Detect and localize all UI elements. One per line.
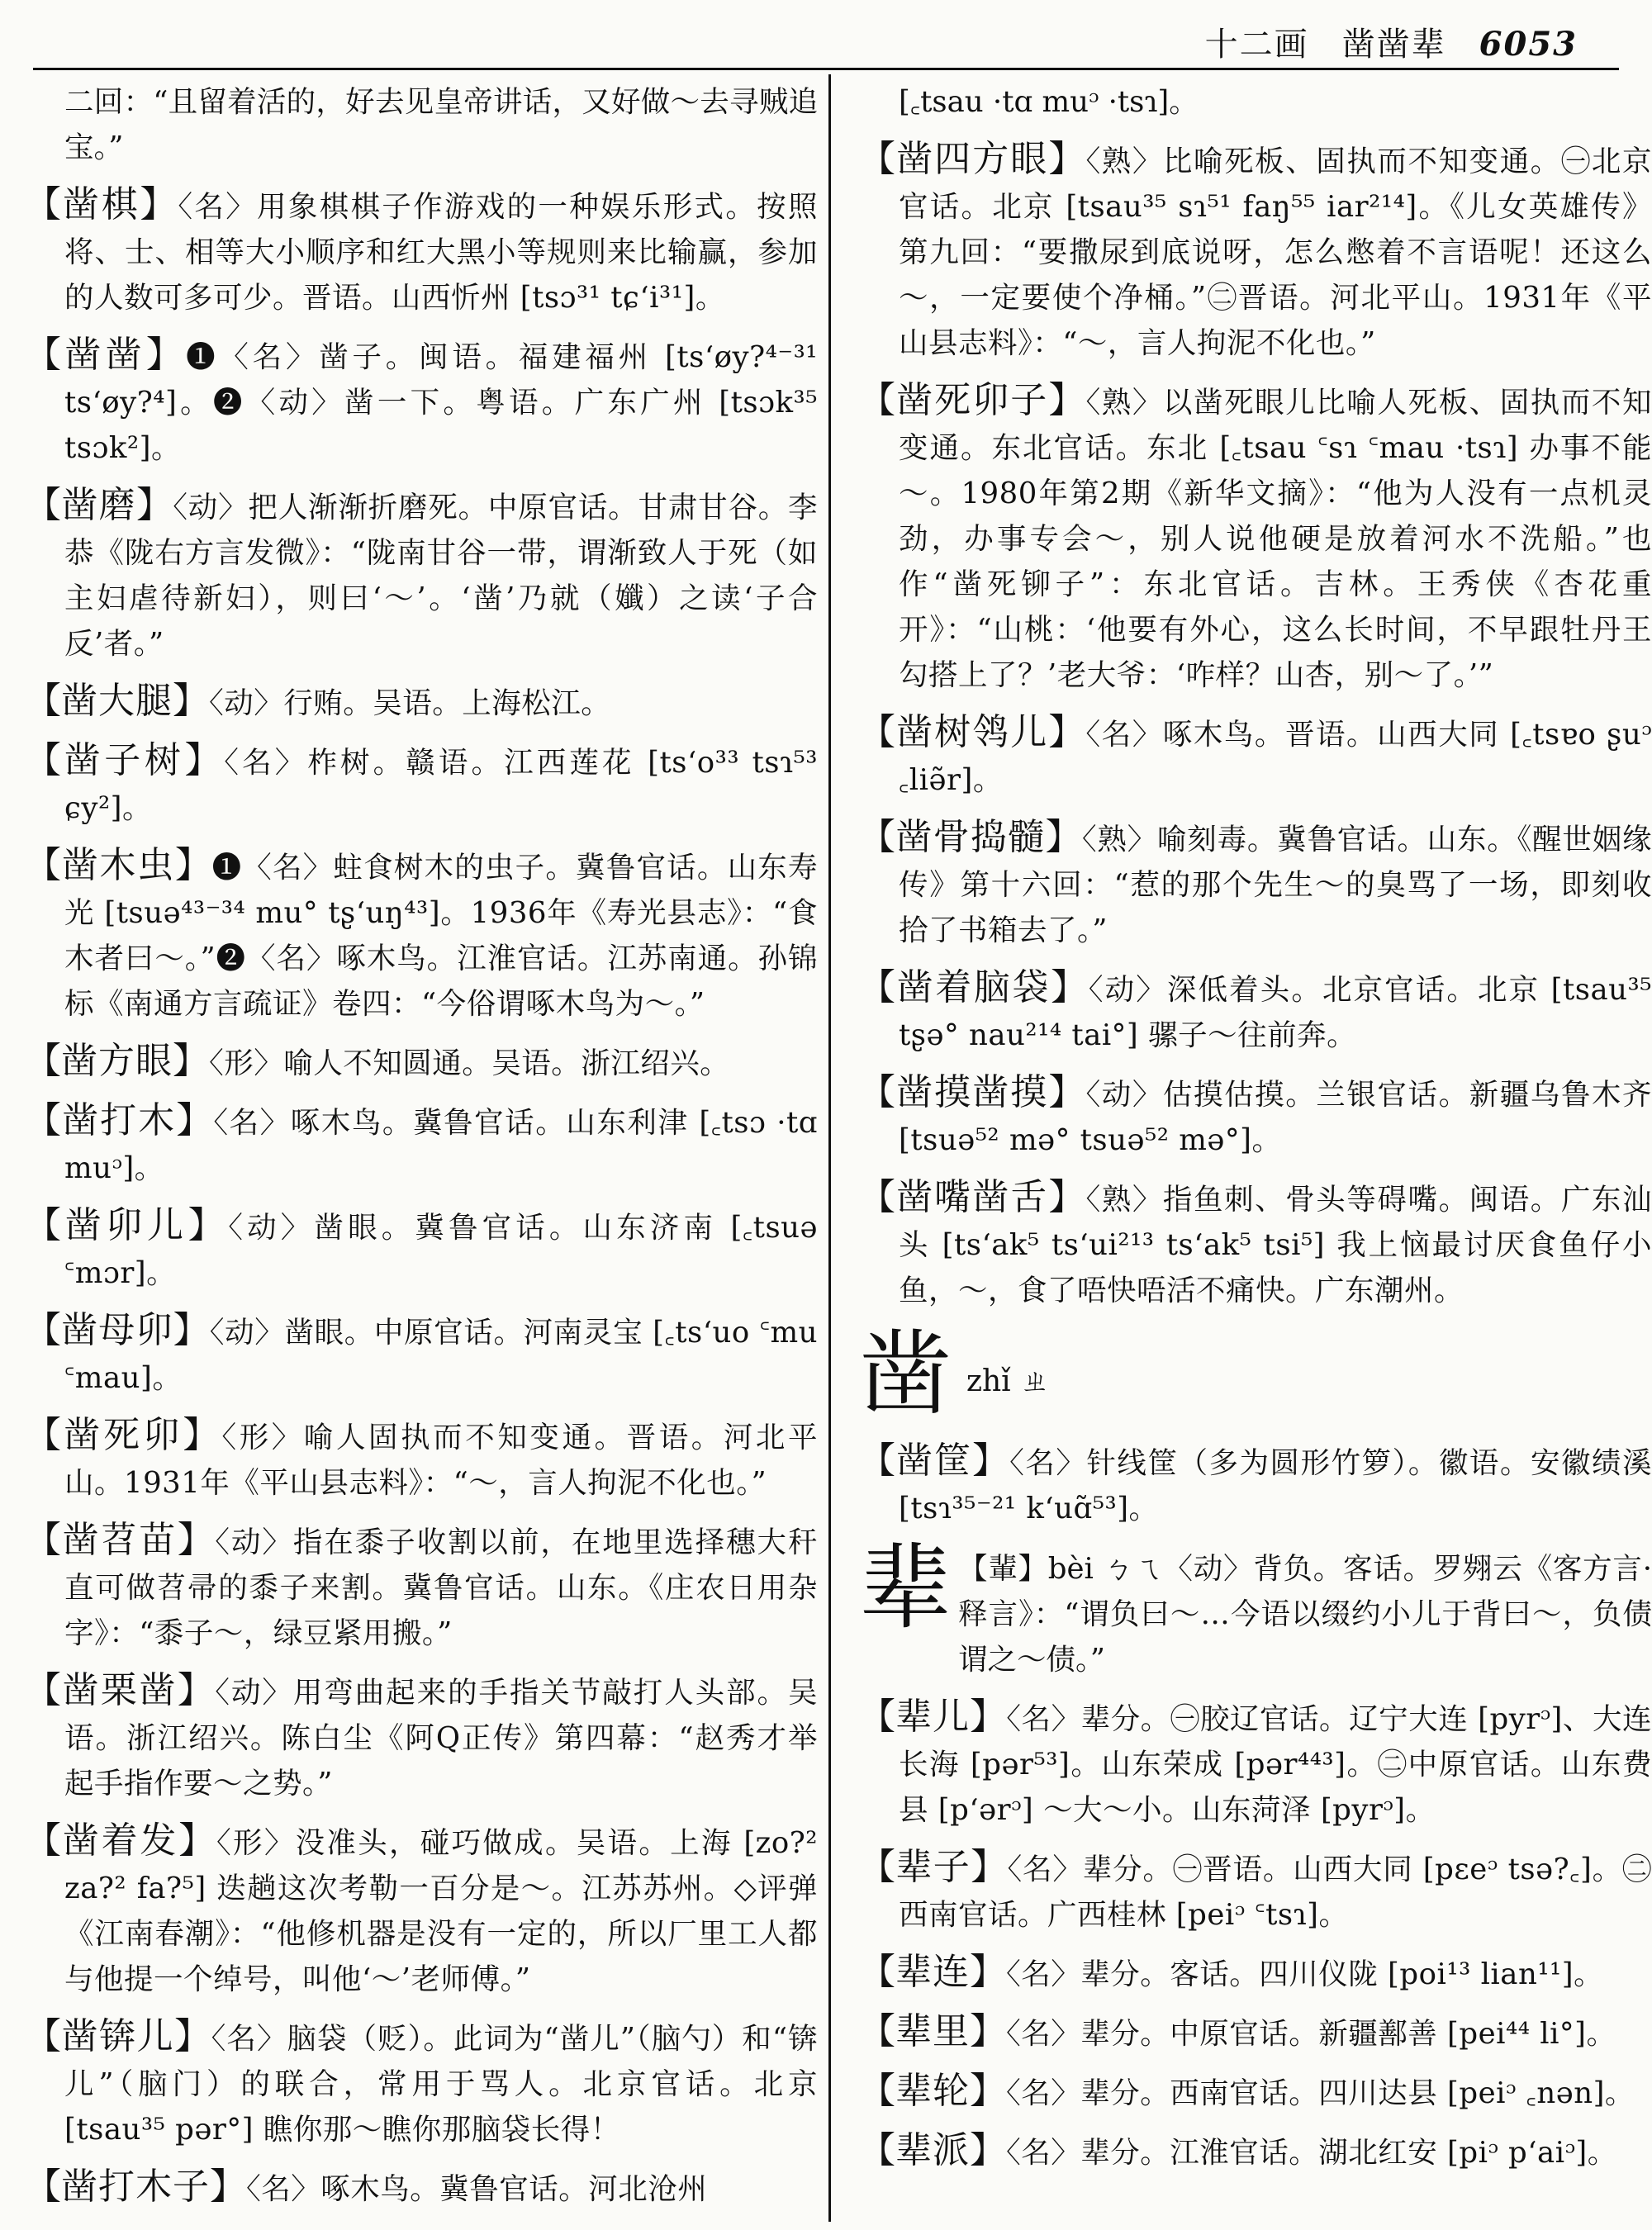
entry-headword: 凿打木子 [61,2166,210,2208]
close-bracket: 】 [135,484,173,526]
entry-definition: 〈动〉深低着头。北京官话。北京 [tsau³⁵ tʂə° nau²¹⁴ tai°] 骡子～往前奔。 [899,973,1652,1052]
entry-definition: 〈名〉针线筐（多为圆形竹箩）。徽语。安徽绩溪 [tsɿ³⁵⁻²¹ k‘uɑ̃⁵³]。 [899,1446,1652,1525]
dictionary-entry [25,2164,818,2212]
open-bracket: 【 [25,739,64,781]
dictionary-entry [25,332,818,471]
dictionary-entry [859,1438,1652,1531]
close-bracket: 】 [184,739,225,781]
dictionary-entry [25,1517,818,1656]
open-bracket: 【 [859,379,897,421]
header-chars: 凿凿辈 [1341,26,1446,64]
close-bracket: 】 [174,844,212,886]
open-bracket: 【 [25,183,63,225]
entry-definition: 〈名〉辈分。客话。四川仪陇 [poi¹³ lian¹¹]。 [1006,1957,1604,1991]
open-bracket: 【 [859,1440,897,1482]
open-bracket: 【 [859,1951,895,1993]
open-bracket: 【 [25,844,62,886]
entry-headword: 凿母卯 [61,1309,173,1351]
entry-definition: 〈名〉辈分。㊀胶辽官话。辽宁大连 [pyrᵓ]、大连长海 [pər⁵³]。山东荣成 [pər⁴⁴³]。㊁中原官话。山东费县 [p‘ərᵓ] ～大～小。山东菏泽 [pyrᵓ]。 [899,1702,1652,1827]
close-bracket: 】 [1048,138,1086,180]
close-bracket: 】 [1048,1176,1086,1218]
close-bracket: 】 [970,2070,1006,2112]
open-bracket: 【 [859,2129,895,2171]
entry-definition: 〈名〉辈分。㊀晋语。山西大同 [pɛeᵓ tsə?꜀]。㊁西南官话。广西桂林 [peiᵓ ꜂tsɿ]。 [899,1853,1652,1932]
entry-definition: 〈形〉喻人固执而不知变通。晋语。河北平山。1931年《平山县志料》：“～，言人拘泥不化也。” [64,1421,818,1500]
close-bracket: 】 [177,1519,216,1561]
dictionary-entry [25,842,818,1027]
entry-headword: 凿大腿 [61,680,173,722]
entry-definition: 〈形〉没准头，碰巧做成。吴语。上海 [zo?² za?² fa?⁵] 迭趟这次考勒一百分是～。江苏苏州。◇评弹《江南春潮》：“他修机器是没有一定的，所以厂里工人都与他提一个绰号，叫他‘～’老师傅。” [64,1826,819,1996]
entry-definition: ❶〈名〉凿子。闽语。福建福州 [ts‘øy?⁴⁻³¹ ts‘øy?⁴]。❷〈动〉凿一下。粤语。广东广州 [tsɔk³⁵ tsɔk²]。 [64,340,819,465]
close-bracket: 】 [210,2166,246,2208]
close-bracket: 】 [1051,966,1089,1008]
close-bracket: 】 [188,1204,229,1246]
dictionary-entry [859,2128,1652,2175]
entry-definition: 〈动〉估摸估摸。兰银官话。新疆乌鲁木齐 [tsuə⁵² mə° tsuə⁵² mə°]。 [899,1078,1652,1157]
entry-definition: 〈动〉用弯曲起来的手指关节敲打人头部。吴语。浙江绍兴。陈白尘《阿Q正传》第四幕：“赵秀才举起手指作要～之势。” [64,1676,818,1801]
character-definition: 【輩】bèi ㄅㄟ〈动〉背负。客话。罗翙云《客方言·释言》：“谓负曰～…今语以缀约小儿于背曰～，负债谓之～债。” [958,1552,1652,1677]
entry-headword: 凿苕苗 [62,1519,178,1561]
dictionary-entry [25,738,818,831]
entry-definition: 〈熟〉喻刻毒。冀鲁官话。山东。《醒世姻缘传》第十六回：“惹的那个先生～的臭骂了一场，即刻收拾了书箱去了。” [899,823,1652,947]
dictionary-entry [859,1694,1652,1833]
open-bracket: 【 [25,1519,63,1561]
open-bracket: 【 [25,1820,63,1862]
dictionary-entry [25,1098,818,1191]
close-bracket: 】 [173,1309,210,1351]
entry-headword: 凿树鸰儿 [896,711,1049,753]
entry-definition: 〈名〉辈分。西南官话。四川达县 [peiᵓ ꜀nən]。 [1006,2076,1635,2110]
entry-headword: 凿着发 [62,1820,179,1862]
entry-headword: 凿四方眼 [896,138,1049,180]
entry-definition: 〈熟〉以凿死眼儿比喻人死板、固执而不知变通。东北官话。东北 [꜀tsau ꜂sɿ ꜂mau ·tsɿ] 办事不能～。1980年第2期《新华文摘》：“他为人没有一点机灵劲，办事专会～，别人说他硬是放着河水不洗船。”也作“凿死铆子”：东北官话。吉林。王秀侠《杏花重开》：“山桃：‘他要有外心，这么长时间，不早跟牡丹王勾搭上了？’老大爷：‘咋样？山杏，别～了。’” [899,386,1652,692]
close-bracket: 】 [970,2010,1006,2052]
dictionary-entry [25,1038,818,1086]
open-bracket: 【 [25,1669,63,1711]
open-bracket: 【 [859,2010,895,2052]
entry-headword: 辈子 [895,1846,971,1888]
entry-definition: 〈熟〉比喻死板、固执而不知变通。㊀北京官话。北京 [tsau³⁵ sɿ⁵¹ faŋ⁵⁵ iar²¹⁴]。《儿女英雄传》第九回：“要撒尿到底说呀，怎么憋着不言语呢！还这么～，一定要使个净桶。”㊁晋语。河北平山。1931年《平山县志料》：“～，言人拘泥不化也。” [899,145,1652,360]
dictionary-entry [25,182,818,320]
close-bracket: 】 [145,334,187,376]
dictionary-entry [859,136,1652,366]
entry-headword: 凿死卯子 [896,379,1049,421]
entry-continuation: [꜀tsau ·tɑ muᵓ ·tsɿ]。 [899,85,1199,119]
entry-headword: 辈儿 [895,1696,971,1738]
close-bracket: 】 [173,680,209,722]
entry-definition: 〈名〉用象棋棋子作游戏的一种娱乐形式。按照将、士、相等大小顺序和红大黑小等规则来比输赢，参加的人数可多可少。晋语。山西忻州 [tsɔ³¹ tɕ‘i³¹]。 [64,190,819,315]
dictionary-entry [859,1844,1652,1938]
open-bracket: 【 [25,2166,61,2208]
close-bracket: 】 [183,1414,222,1456]
dictionary-entry [25,1307,818,1401]
open-bracket: 【 [25,1040,61,1082]
dictionary-entry [859,1949,1652,1997]
dictionary-entry [25,1668,818,1806]
page-number: 6053 [1479,25,1578,64]
head-character: 辈 [859,1535,952,1642]
close-bracket: 】 [971,1846,1008,1888]
dictionary-entry [859,1070,1652,1163]
header-strokes: 十二画 [1204,26,1309,64]
close-bracket: 】 [1048,379,1086,421]
head-pinyin: zhǐ ㄓ [966,1364,1051,1398]
entry-headword: 凿着脑袋 [896,966,1051,1008]
column-divider [828,74,831,2222]
open-bracket: 【 [859,966,897,1008]
close-bracket: 】 [970,2129,1006,2171]
open-bracket: 【 [25,334,65,376]
dictionary-entry [859,2009,1652,2057]
entry-headword: 凿摸凿摸 [896,1071,1049,1113]
close-bracket: 】 [176,1099,214,1141]
entry-definition: ❶〈名〉蛀食树木的虫子。冀鲁官话。山东寿光 [tsuə⁴³⁻³⁴ mu° tʂ‘uŋ⁴³]。1936年《寿光县志》：“食木者曰～。”❷〈名〉啄木鸟。江淮官话。江苏南通。孙锦标《南通方言疏证》卷四：“今俗谓啄木鸟为～。” [64,851,819,1021]
entry-headword: 凿子树 [64,739,185,781]
close-bracket: 】 [140,183,178,225]
left-column [25,79,818,2223]
open-bracket: 【 [859,711,897,753]
head-character: 凿 [859,1321,952,1428]
open-bracket: 【 [859,1846,896,1888]
open-bracket: 【 [25,1309,62,1351]
dictionary-entry [25,2014,818,2152]
open-bracket: 【 [25,1414,64,1456]
open-bracket: 【 [25,484,62,526]
header-rule [33,68,1619,70]
entry-headword: 辈里 [895,2010,970,2052]
entry-definition: 〈熟〉指鱼刺、骨头等碍嘴。闽语。广东汕头 [ts‘ak⁵ ts‘ui²¹³ ts‘ak⁵ tsi⁵] 我上恼最讨厌食鱼仔小鱼，～，食了唔快唔活不痛快。广东潮州。 [899,1183,1652,1307]
close-bracket: 】 [1045,816,1082,858]
entry-definition: 〈动〉凿眼。中原官话。河南灵宝 [꜀ts‘uo ꜂mu ꜂mau]。 [64,1316,819,1395]
entry-definition: 〈名〉啄木鸟。冀鲁官话。山东利津 [꜀tsɔ ·tɑ muᵓ]。 [64,1106,819,1185]
open-bracket: 【 [859,1071,897,1113]
dictionary-entry [859,2068,1652,2116]
dictionary-entry [859,814,1652,953]
open-bracket: 【 [25,1204,65,1246]
entry-definition: 〈名〉辈分。江淮官话。湖北红安 [piᵓ p‘aiᵓ]。 [1006,2136,1617,2170]
open-bracket: 【 [859,1176,897,1218]
open-bracket: 【 [25,680,61,722]
close-bracket: 】 [1048,1071,1086,1113]
close-bracket: 】 [177,1669,216,1711]
entry-definition: 〈名〉辈分。中原官话。新疆鄯善 [pei⁴⁴ li°]。 [1006,2017,1616,2051]
entry-headword: 凿打木 [62,1099,177,1141]
entry-headword: 凿栗凿 [62,1669,178,1711]
close-bracket: 】 [173,1040,209,1082]
entry-definition: 〈名〉啄木鸟。晋语。山西大同 [꜀tsɐo ʂuᵓ ꜀liə̃r]。 [899,718,1652,797]
open-bracket: 【 [859,816,896,858]
open-bracket: 【 [859,138,897,180]
dictionary-entry [859,965,1652,1058]
entry-definition: 〈动〉指在黍子收割以前，在地里选择穗大秆直可做苕帚的黍子来割。冀鲁官话。山东。《庄农日用杂字》：“黍子～，绿豆紧用搬。” [64,1525,818,1650]
entry-definition: 〈动〉凿眼。冀鲁官话。山东济南 [꜀tsuə ꜂mɔr]。 [64,1211,819,1290]
entry-headword: 凿骨捣髓 [895,816,1046,858]
dictionary-entry [25,1818,818,2002]
entry-headword: 凿嘴凿舌 [896,1176,1049,1218]
dictionary-entry [25,678,818,726]
entry-definition: 〈动〉行贿。吴语。上海松江。 [209,686,611,720]
entry-continuation: 二回：“且留着活的，好去见皇帝讲话，又好做～去寻贼追宝。” [64,85,818,164]
character-entry [859,1535,1652,1682]
dictionary-entry [859,377,1652,698]
entry-definition: 〈动〉把人渐渐折磨死。中原官话。甘肃甘谷。李恭《陇右方言发微》：“陇南甘谷一带，谓渐致人于死（如主妇虐待新妇），则曰‘～’。‘凿’乃就（孅）之读‘子合反’者。” [64,491,818,661]
character-heading [859,1321,1652,1431]
close-bracket: 】 [1048,711,1086,753]
dictionary-entry [25,482,818,667]
entry-headword: 辈连 [895,1951,970,1993]
entry-headword: 凿磨 [61,484,136,526]
entry-headword: 辈轮 [895,2070,970,2112]
entry-headword: 辈派 [895,2129,970,2171]
dictionary-entry [25,1203,818,1296]
entry-headword: 凿棋 [62,183,140,225]
open-bracket: 【 [859,2070,895,2112]
open-bracket: 【 [25,1099,63,1141]
entry-headword: 凿凿 [64,334,146,376]
entry-definition: 〈名〉脑袋（贬）。此词为“凿儿”（脑勺）和“锛儿”（脑门）的联合，常用于骂人。北京官话。北京 [tsau³⁵ pər°] 瞧你那～瞧你那脑袋长得！ [64,2022,819,2147]
close-bracket: 】 [174,2015,211,2057]
close-bracket: 】 [178,1820,216,1862]
entry-definition: 〈名〉啄木鸟。冀鲁官话。河北沧州 [246,2172,708,2206]
running-head [1205,18,1578,65]
entry-headword: 凿锛儿 [61,2015,175,2057]
entry-definition: 〈名〉柞树。赣语。江西莲花 [ts‘o³³ tsɿ⁵³ ɕy²]。 [64,746,819,825]
entry-definition: 〈形〉喻人不知圆通。吴语。浙江绍兴。 [209,1046,730,1080]
entry-headword: 凿筐 [896,1440,973,1482]
entry-headword: 凿木虫 [61,844,175,886]
dictionary-entry [25,1412,818,1506]
dictionary-entry [859,709,1652,803]
entry-headword: 凿死卯 [64,1414,183,1456]
page-header [33,13,1619,71]
entry-headword: 凿方眼 [61,1040,173,1082]
open-bracket: 【 [859,1696,896,1738]
entry-headword: 凿卯儿 [64,1204,188,1246]
close-bracket: 】 [970,1696,1007,1738]
close-bracket: 】 [970,1951,1006,1993]
dictionary-entry [859,1174,1652,1313]
right-column [859,79,1652,2187]
open-bracket: 【 [25,2015,62,2057]
close-bracket: 】 [972,1440,1010,1482]
